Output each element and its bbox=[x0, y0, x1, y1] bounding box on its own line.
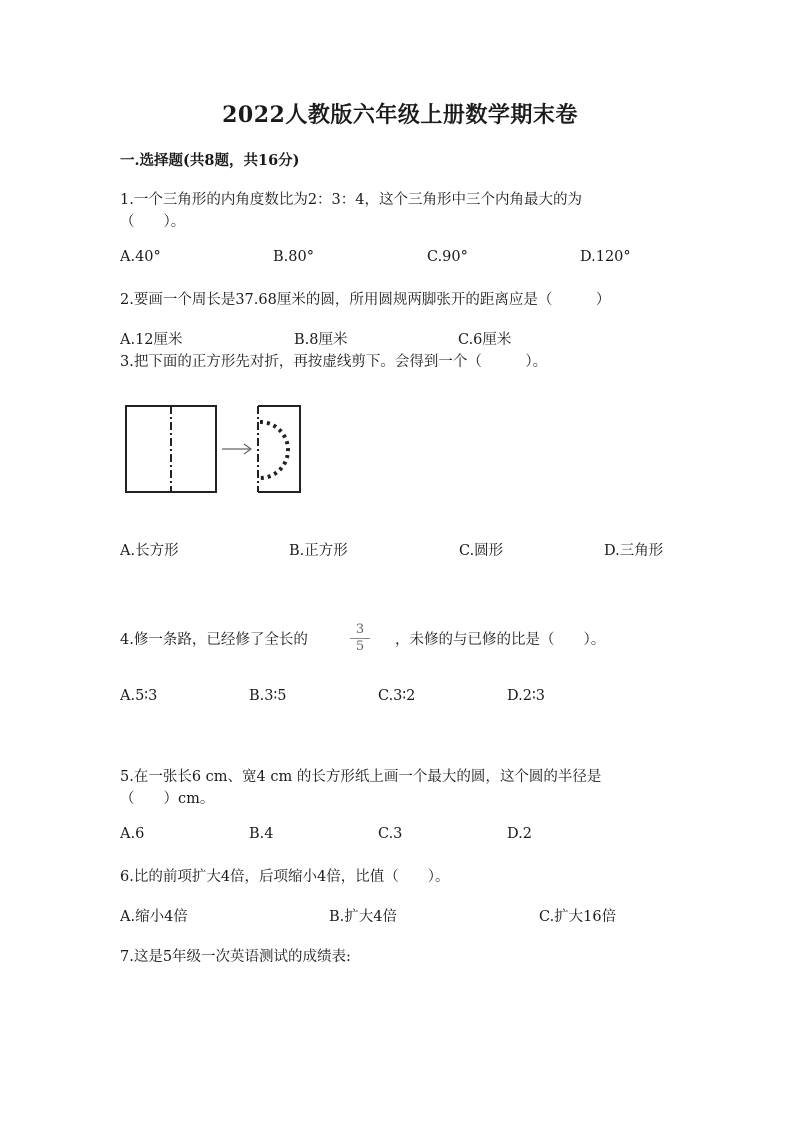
question-4-text-tail: ，未修的与已修的比是（ ）。 bbox=[395, 632, 606, 648]
q3-option-d: D.三角形 bbox=[604, 543, 664, 559]
question-3-text: 3.把下面的正方形先对折，再按虚线剪下。会得到一个（ ）。 bbox=[120, 354, 548, 370]
q1-option-b: B.80° bbox=[273, 249, 314, 265]
q1-option-a: A.40° bbox=[120, 249, 161, 265]
q5-option-a: A.6 bbox=[120, 826, 145, 842]
question-7-text: 7.这是5年级一次英语测试的成绩表: bbox=[120, 949, 351, 965]
section-heading: 一.选择题(共8题，共16分) bbox=[120, 152, 300, 169]
question-1-blank: （ ）。 bbox=[120, 214, 186, 230]
q6-option-b: B.扩大4倍 bbox=[329, 909, 397, 925]
q3-option-a: A.长方形 bbox=[120, 543, 179, 559]
question-2-text: 2.要画一个周长是37.68厘米的圆，所用圆规两脚张开的距离应是（ ） bbox=[120, 292, 611, 308]
question-5-text: 5.在一张长6 cm、宽4 cm 的长方形纸上画一个最大的圆，这个圆的半径是 bbox=[120, 769, 602, 785]
question-4-text: 4.修一条路，已经修了全长的 bbox=[120, 632, 308, 648]
q3-option-c: C.圆形 bbox=[459, 543, 504, 559]
q5-option-c: C.3 bbox=[378, 826, 403, 842]
half-rectangle-dotted-arc-icon bbox=[258, 406, 300, 492]
q1-option-d: D.120° bbox=[580, 249, 631, 265]
q5-option-d: D.2 bbox=[507, 826, 532, 842]
q5-option-b: B.4 bbox=[249, 826, 274, 842]
q6-option-a: A.缩小4倍 bbox=[120, 909, 188, 925]
q2-option-a: A.12厘米 bbox=[120, 332, 183, 348]
q4-option-c: C.3∶2 bbox=[378, 688, 416, 704]
q6-option-c: C.扩大16倍 bbox=[539, 909, 617, 925]
question-5-blank: （ ）cm。 bbox=[120, 791, 215, 807]
q4-option-b: B.3∶5 bbox=[249, 688, 287, 704]
page-title: 2022人教版六年级上册数学期末卷 bbox=[222, 102, 578, 128]
fold-cut-figure bbox=[120, 398, 310, 498]
q1-option-c: C.90° bbox=[427, 249, 468, 265]
question-6-text: 6.比的前项扩大4倍，后项缩小4倍，比值（ ）。 bbox=[120, 869, 450, 885]
fraction-denominator: 5 bbox=[355, 639, 365, 654]
fraction-three-fifths bbox=[350, 622, 370, 655]
q2-option-b: B.8厘米 bbox=[294, 332, 348, 348]
question-1-text: 1.一个三角形的内角度数比为2：3：4，这个三角形中三个内角最大的为 bbox=[120, 192, 583, 208]
q2-option-c: C.6厘米 bbox=[458, 332, 512, 348]
q4-option-a: A.5∶3 bbox=[120, 688, 158, 704]
arrow-icon bbox=[222, 444, 251, 454]
q4-option-d: D.2∶3 bbox=[507, 688, 545, 704]
folded-square-icon bbox=[126, 406, 216, 492]
q3-option-b: B.正方形 bbox=[289, 543, 348, 559]
fraction-numerator: 3 bbox=[350, 622, 370, 639]
